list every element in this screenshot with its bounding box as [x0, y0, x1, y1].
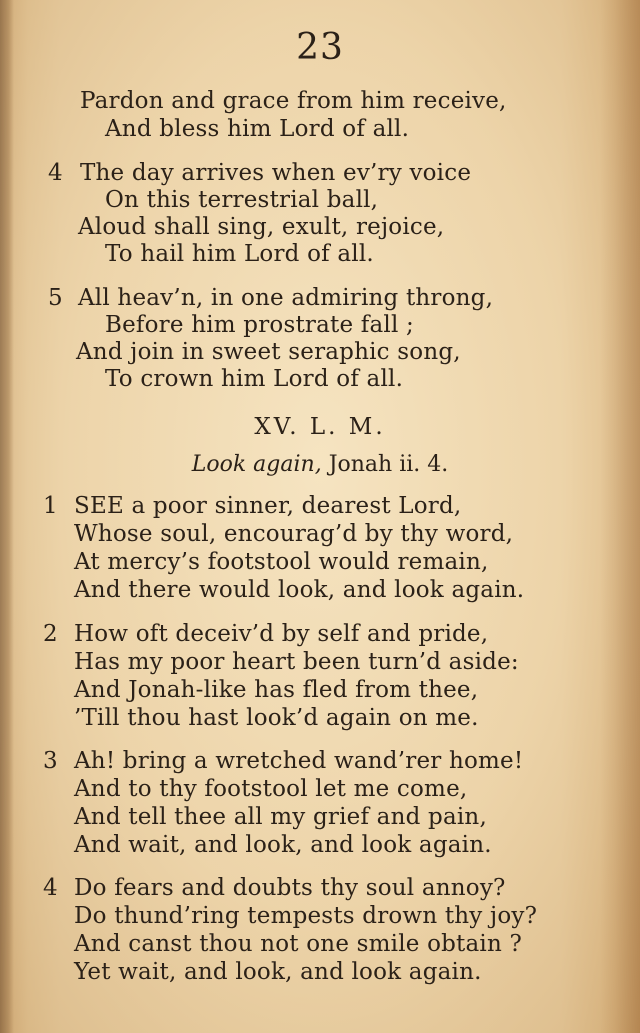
verse-line: Do fears and doubts thy soul annoy? [74, 875, 506, 901]
verse-line: To hail him Lord of all. [105, 241, 374, 267]
hymn-title: XV. L. M. [254, 414, 386, 440]
verse-line: Aloud shall sing, exult, rejoice, [78, 214, 445, 240]
verse-line: ’Till thou hast look’d again on me. [74, 705, 479, 731]
verse-line: And tell thee all my grief and pain, [74, 804, 487, 830]
verse-line: And Jonah-like has fled from thee, [74, 677, 479, 703]
verse-line: And there would look, and look again. [74, 577, 525, 603]
page-edge-stain [600, 0, 640, 1033]
verse-line: How oft deceiv’d by self and pride, [74, 621, 489, 647]
verse-line: Pardon and grace from him receive, [80, 88, 507, 114]
verse-line: SEE a poor sinner, dearest Lord, [74, 493, 462, 519]
book-binding-shadow [0, 0, 14, 1033]
verse-number: 4 [48, 160, 63, 186]
verse-line: Yet wait, and look, and look again. [74, 959, 482, 985]
verse-line: Ah! bring a wretched wand’rer home! [74, 748, 524, 774]
verse-line: Whose soul, encourag’d by thy word, [74, 521, 514, 547]
verse-line: And to thy footstool let me come, [74, 776, 468, 802]
verse-line: On this terrestrial ball, [105, 187, 379, 213]
hymn-subtitle-reference: Jonah ii. 4. [328, 452, 449, 477]
verse-line: Do thund’ring tempests drown thy joy? [74, 903, 538, 929]
verse-number: 4 [43, 875, 58, 901]
verse-number: 2 [43, 621, 58, 647]
verse-line: At mercy’s footstool would remain, [74, 549, 489, 575]
verse-line: And wait, and look, and look again. [74, 832, 492, 858]
verse-number: 1 [43, 493, 58, 519]
hymn-subtitle [0, 451, 640, 479]
verse-number: 3 [43, 748, 58, 774]
verse-line: And join in sweet seraphic song, [76, 339, 461, 365]
page-number: 23 [296, 27, 344, 68]
verse-line: Before him prostrate fall ; [105, 312, 414, 338]
verse-line: All heav’n, in one admiring throng, [78, 285, 494, 311]
verse-line: And bless him Lord of all. [105, 116, 410, 142]
verse-line: And canst thou not one smile obtain ? [74, 931, 523, 957]
verse-number: 5 [48, 285, 63, 311]
verse-line: The day arrives when ev’ry voice [80, 160, 472, 186]
verse-line: To crown him Lord of all. [105, 366, 404, 392]
hymn-subtitle-theme: Look again, [191, 452, 322, 477]
verse-line: Has my poor heart been turn’d aside: [74, 649, 519, 675]
